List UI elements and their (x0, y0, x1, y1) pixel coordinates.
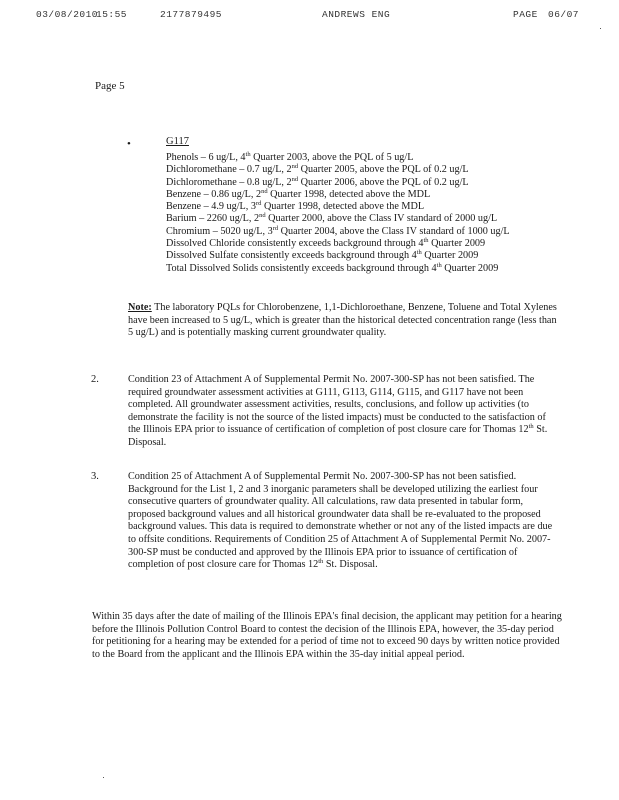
g117-item: Dichloromethane – 0.8 ug/L, 2nd Quarter 2006, above the PQL of 0.2 ug/L (166, 175, 469, 188)
fax-sender: ANDREWS ENG (322, 9, 391, 20)
fax-number: 2177879495 (160, 9, 223, 20)
fax-header (0, 9, 619, 23)
note-text: The laboratory PQLs for Chlorobenzene, 1,1-Dichloroethane, Benzene, Toluene and Total Xylenes have been increased to 5 ug/L, which is greater than the historical detected concentration range (less than 5 ug/L) and is potentially masking current groundwater quality. (128, 302, 557, 338)
g117-item: Dissolved Sulfate consistently exceeds background through 4th Quarter 2009 (166, 249, 479, 262)
g117-item: Dichloromethane – 0.7 ug/L, 2nd Quarter 2005, above the PQL of 0.2 ug/L (166, 163, 469, 176)
appeal-rights-paragraph: Within 35 days after the date of mailing of the Illinois EPA's final decision, the applicant may petition for a hearing before the Illinois Pollution Control Board to contest the decision of the Illinois EPA, however, the 35-day period for petitioning for a hearing may be extended for a period of time not to exceed 90 days by written notice provided to the Board from the applicant and the Illinois EPA within the 35-day initial appeal period. (92, 611, 562, 660)
fax-page-label: PAGE (513, 9, 538, 20)
g117-item: Dissolved Chloride consistently exceeds background through 4th Quarter 2009 (166, 237, 486, 250)
bullet-point: • (127, 138, 131, 150)
condition-3-paragraph: Condition 25 of Attachment A of Supplemental Permit No. 2007-300-SP has not been satisfied. Background for the List 1, 2 and 3 inorganic parameters shall be developed utilizing the earliest four consecutive quarters of groundwater quality. All calculations, raw data presented in tabular form, proposed background values and all historical groundwater data shall be re-evaluated to the proposed background values. This data is required to demonstrate whether or not any of the listed impacts are due to offsite conditions. Requirements of Condition 25 of Attachment A of Supplemental Permit No. 2007-300-SP must be conducted and approved by the Illinois EPA prior to issuance of certification of completion of post closure care for Thomas 12th St. Disposal. (128, 471, 553, 571)
pql-note (128, 302, 560, 340)
scan-speck (600, 28, 601, 29)
g117-item: Barium – 2260 ug/L, 2nd Quarter 2000, above the Class IV standard of 2000 ug/L (166, 212, 498, 225)
g117-impact-list (166, 152, 566, 275)
condition-2-paragraph: Condition 23 of Attachment A of Supplemental Permit No. 2007-300-SP has not been satisfied. The required groundwater assessment activities at G111, G113, G114, G115, and G117 have not been completed. All groundwater assessment activities, results, conclusions, and follow up activities (to demonstrate the facility is not the source of the listed impacts) must be conducted to the satisfaction of the Illinois EPA prior to issuance of certification of completion of post closure care for Thomas 12th St. Disposal. (128, 374, 548, 448)
condition-2-number: 2. (91, 374, 99, 385)
g117-item: Total Dissolved Solids consistently exceeds background through 4th Quarter 2009 (166, 261, 499, 274)
fax-time: 15:55 (96, 9, 128, 20)
scan-speck (103, 777, 104, 778)
g117-item: Benzene – 4.9 ug/L, 3rd Quarter 1998, detected above the MDL (166, 200, 425, 213)
g117-item: Chromium – 5020 ug/L, 3rd Quarter 2004, above the Class IV standard of 1000 ug/L (166, 224, 510, 237)
condition-3-number: 3. (91, 471, 99, 482)
page-number-label: Page 5 (95, 80, 125, 92)
g117-item: Benzene – 0.86 ug/L, 2nd Quarter 1998, detected above the MDL (166, 187, 431, 200)
fax-date: 03/08/2010 (36, 9, 99, 20)
note-label: Note: (128, 302, 152, 313)
fax-page-number: 06/07 (548, 9, 580, 20)
g117-item: Phenols – 6 ug/L, 4th Quarter 2003, above the PQL of 5 ug/L (166, 151, 414, 163)
well-g117-title: G117 (166, 136, 189, 147)
